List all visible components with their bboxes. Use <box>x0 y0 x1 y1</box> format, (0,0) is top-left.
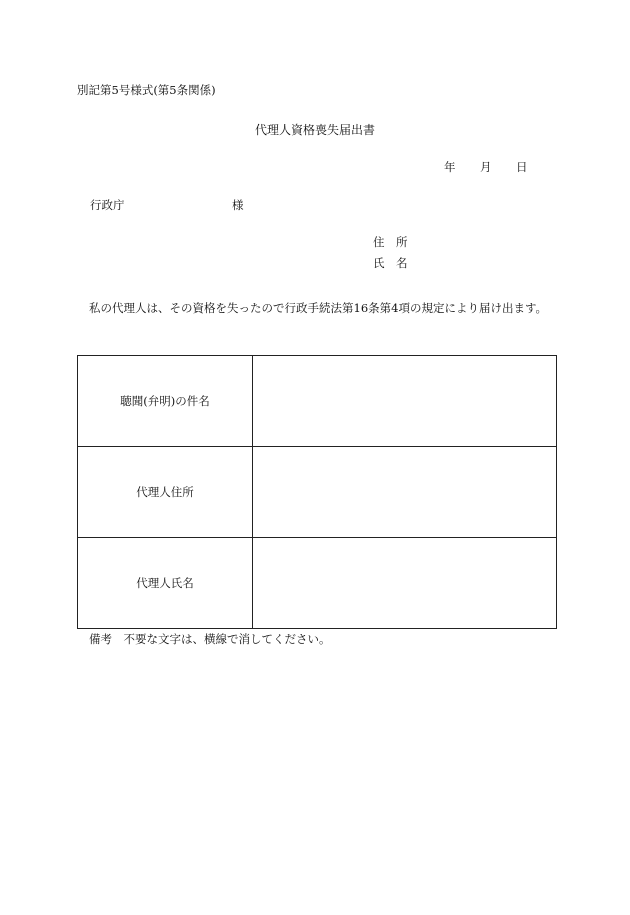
applicant-name-label: 氏 名 <box>373 256 408 270</box>
info-table <box>77 355 557 629</box>
date-year-label: 年 <box>444 160 456 174</box>
row-label-agent-name: 代理人氏名 <box>78 538 253 629</box>
recipient-agency: 行政庁 <box>90 198 125 212</box>
row-value-agent-name <box>253 538 557 629</box>
date-month-label: 月 <box>480 160 492 174</box>
table-row <box>78 356 557 447</box>
table-row <box>78 538 557 629</box>
remarks-note: 備考 不要な文字は、横線で消してください。 <box>89 632 331 646</box>
document-title: 代理人資格喪失届出書 <box>254 123 375 137</box>
applicant-address-label: 住 所 <box>373 235 408 249</box>
row-label-hearing-subject: 聴聞(弁明)の件名 <box>78 356 253 447</box>
row-label-agent-address: 代理人住所 <box>78 447 253 538</box>
table-row <box>78 447 557 538</box>
body-text: 私の代理人は、その資格を失ったので行政手続法第16条第4項の規定により届け出ます。 <box>89 301 548 315</box>
date-day-label: 日 <box>516 160 528 174</box>
recipient-honorific: 様 <box>232 198 244 212</box>
row-value-hearing-subject <box>253 356 557 447</box>
form-number: 別記第5号様式(第5条関係) <box>77 83 216 97</box>
row-value-agent-address <box>253 447 557 538</box>
